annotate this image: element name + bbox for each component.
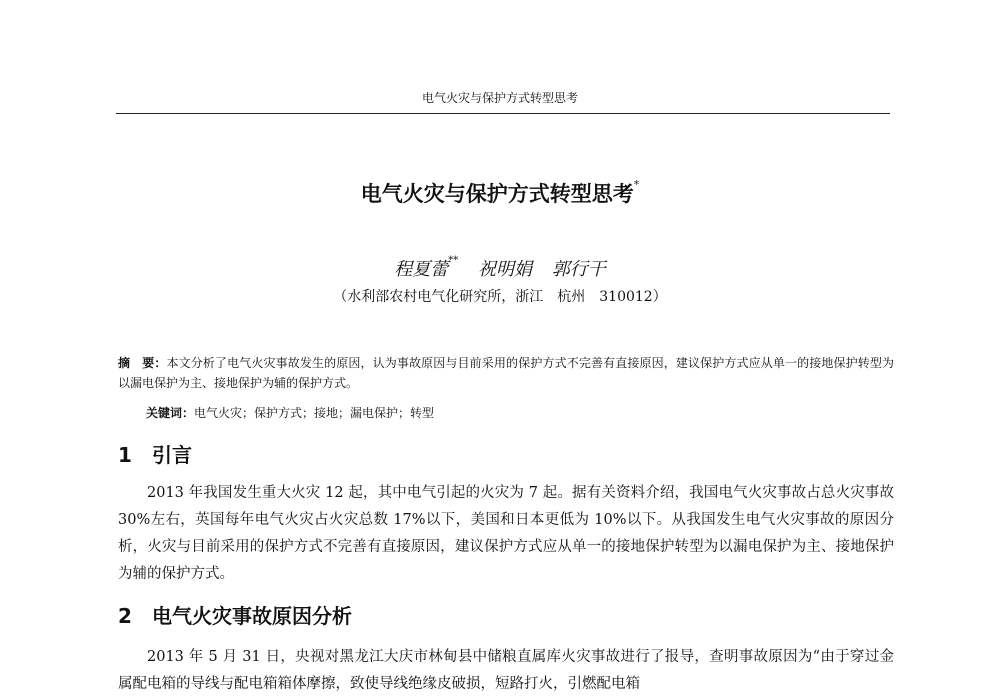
abstract — [118, 353, 894, 393]
section-heading — [118, 439, 192, 468]
title-footnote-mark: * — [633, 178, 640, 191]
author-name: 郭行干 — [551, 259, 606, 280]
author-name: 祝明娟 — [478, 259, 532, 280]
section-title: 引言 — [152, 443, 192, 467]
running-head: 电气火灾与保护方式转型思考 — [421, 91, 578, 105]
body-paragraph: 2013 年我国发生重大火灾 12 起，其中电气引起的火灾为 7 起。据有关资料介绍，我国电气火灾事故占总火灾事故 30%左右，英国每年电气火灾占火灾总数 17%以下，美国和日本更低为 10%以下。从我国发生电气火灾事故的原因分析，火灾与目前采用的保护方式不完善有直接原因，建议保护方式应从单一的接地保护转型为以漏电保护为主、接地保护为辅的保护方式。 — [118, 485, 894, 582]
paper-title — [0, 178, 1000, 208]
section-title: 电气火灾事故原因分析 — [152, 604, 352, 628]
keywords-text: 电气火灾；保护方式；接地；漏电保护；转型 — [194, 406, 435, 420]
author-footnote-mark: ** — [448, 255, 459, 266]
section-number: 1 — [118, 443, 132, 467]
author-name: 程夏蕾 — [394, 259, 449, 280]
keywords-label: 关键词： — [146, 406, 195, 420]
section-heading — [118, 600, 352, 629]
author-list — [0, 255, 1000, 281]
header-rule — [116, 113, 890, 114]
keywords — [146, 403, 894, 423]
title-text: 电气火灾与保护方式转型思考 — [360, 182, 634, 206]
affiliation: （水利部农村电气化研究所，浙江 杭州 310012） — [333, 289, 667, 305]
section-number: 2 — [118, 604, 132, 628]
abstract-text: 本文分析了电气火灾事故发生的原因，认为事故原因与目前采用的保护方式不完善有直接原因，建议保护方式应从单一的接地保护转型为以漏电保护为主、接地保护为辅的保护方式。 — [118, 356, 894, 390]
abstract-label: 摘 要： — [118, 356, 167, 370]
body-paragraph: 2013 年 5 月 31 日，央视对黑龙江大庆市林甸县中储粮直属库火灾事故进行了报导，查明事故原因为“由于穿过金属配电箱的导线与配电箱箱体摩擦，致使导线绝缘皮破损，短路打火，引燃配电箱 — [118, 649, 894, 692]
